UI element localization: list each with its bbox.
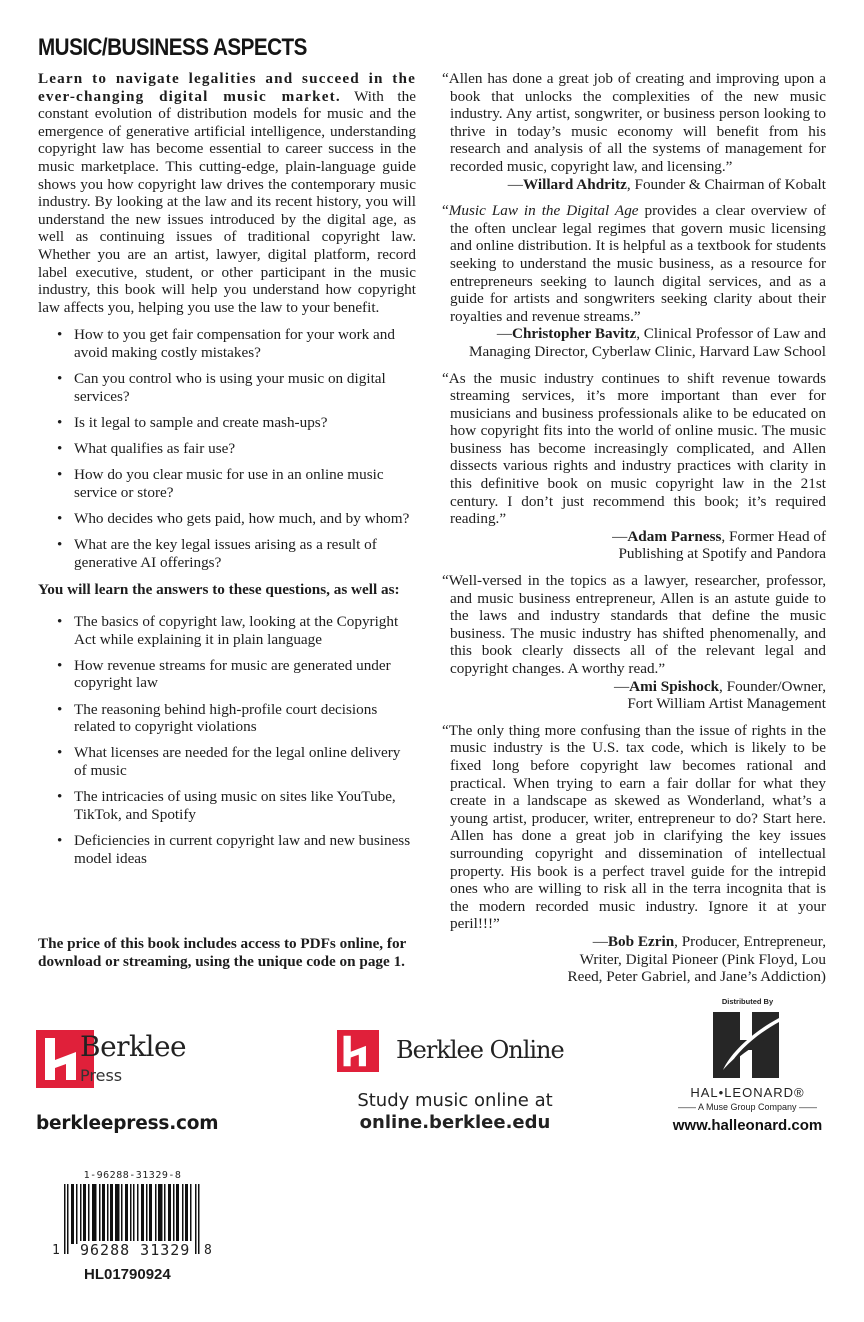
testimonial-text: “The only thing more confusing than the issue of rights in the music industry is the U.S. tax code, which is likely to be fixed long before copyright law becomes rational and practical. When trying to earn a fair dollar for what they create in a landscape as skewed as Wonderland, what’s a young artist, producer, writer, entrepreneur to do? Start here. Allen has done a great job in clarifying the key issues surrounding copyright and dissemination of intellectual property. His book is a perfect travel guide for the intrepid ones who are willing to risk all in the terra incognita that is the modern recorded music industry. Ignore it at your peril!!!” (442, 721, 826, 933)
berklee-online-tagline: Study music online at online.berklee.edu (330, 1090, 580, 1134)
testimonial-text: “Allen has done a great job of creating and improving upon a book that unlocks the complexities of the new music industry. Any artist, songwriter, or business person looking to thrive in today’s music economy will benefit from his research and analysis of all the systems of management for recorded music, copyright law, and licensing.” (442, 70, 826, 175)
topics-list (38, 613, 416, 867)
berklee-online-logo (337, 1030, 379, 1072)
testimonial-text: “As the music industry continues to shift revenue towards streaming services, it’s more important than ever for musicians and business professionals alike to be educated on how copyright fits into the world of online music. The music business has become increasingly complicated, and Allen dissects various rights and industry practices with clarity in this definitive book on music copyright law in the 21st century. I don’t just recommend this book; it’s required reading.” (442, 369, 826, 528)
intro-paragraph (38, 70, 416, 316)
hal-leonard-company: —— A Muse Group Company —— (677, 1102, 818, 1112)
hal-leonard-logo-icon (713, 1012, 779, 1078)
testimonial-author-title: , Founder & Chairman of Kobalt (626, 175, 826, 193)
testimonial-author-title: , Producer, Entrepreneur, Writer, Digital Pioneer (Pink Floyd, Lou Reed, Peter Gabriel, and Jane’s Addiction) (567, 932, 826, 986)
topic-item: • The reasoning behind high-profile court decisions related to copyright violations (74, 701, 416, 736)
barcode-bars-icon (64, 1184, 202, 1246)
testimonial-author: Ami Spishock (629, 677, 720, 695)
price-note: The price of this book includes access to PDFs online, for download or streaming, using the unique code on page 1. (38, 935, 407, 970)
topic-item: • The intricacies of using music on sites like YouTube, TikTok, and Spotify (74, 788, 416, 823)
question-item: • How do you clear music for use in an online music service or store? (74, 466, 416, 501)
testimonial-author-title: , Founder/Owner, Fort William Artist Management (627, 677, 826, 713)
testimonial (442, 202, 826, 360)
question-item: • How to you get fair compensation for your work and avoid making costly mistakes? (74, 326, 416, 361)
topic-item: • The basics of copyright law, looking at the Copyright Act while explaining it in plain language (74, 613, 416, 648)
berklee-press-name: Berklee (80, 1030, 187, 1063)
barcode-last-digit: 8 (204, 1243, 212, 1258)
berklee-online-url[interactable]: online.berklee.edu (359, 1112, 551, 1133)
testimonial-attribution: —Christopher Bavitz, Clinical Professor of Law and Managing Director, Cyberlaw Clinic, Harvard Law School (468, 325, 826, 360)
product-code: HL01790924 (84, 1266, 171, 1283)
isbn-number: 1-96288-31329-8 (83, 1170, 182, 1181)
testimonial-author: Adam Parness (627, 527, 722, 545)
testimonial-author-title: , Clinical Professor of Law and Managing Director, Cyberlaw Clinic, Harvard Law School (468, 325, 826, 360)
topic-item: • What licenses are needed for the legal online delivery of music (74, 744, 416, 779)
learn-heading: You will learn the answers to these questions, as well as: (38, 581, 400, 599)
testimonial (442, 572, 826, 713)
question-item: • What are the key legal issues arising as a result of generative AI offerings? (74, 536, 416, 571)
question-item: • Is it legal to sample and create mash-ups? (74, 414, 416, 432)
berklee-press-url[interactable]: berkleepress.com (36, 1113, 219, 1134)
testimonials-column (442, 70, 826, 995)
intro-lead: Learn to navigate legalities and succeed in the ever-changing digital music market. (38, 70, 416, 105)
testimonial-text: “Music Law in the Digital Age provides a clear overview of the often unclear legal regimes that govern music licensing and online distribution. It is helpful as a textbook for students seeking to understand the music business, as a resource for entrepreneurs seeking to launch digital services, and as a guide for artists and songwriters seeking clarity about their royalties and revenue streams.” (442, 202, 826, 325)
testimonial-author: Bob Ezrin (607, 932, 675, 950)
testimonial-attribution: —Ami Spishock, Founder/Owner, Fort William Artist Management (613, 677, 826, 713)
isbn-barcode (50, 1170, 215, 1246)
hal-leonard-url[interactable]: www.halleonard.com (672, 1117, 823, 1134)
testimonial (442, 70, 826, 193)
testimonial-text: “Well-versed in the topics as a lawyer, researcher, professor, and music business entrepreneur, Allen is an astute guide to the laws and industry standards that define the music business. The music industry has shifted phenomenally, and this book clearly dissects all of the relevant legal and copyright changes. A worthy read.” (442, 572, 826, 677)
berklee-online-name: Berklee Online (396, 1036, 564, 1064)
intro-body: With the constant evolution of distribution models for music and the emergence of generative artificial intelligence, understanding copyright law has become essential to career success in the music marketplace. This cutting-edge, plain-language guide shows you how copyright law drives the contemporary music industry. By looking at the law and its recent history, you will understand the new issues introduced by the digital age, as well as continuing issues of traditional copyright law. Whether you are an artist, lawyer, digital platform, record label executive, student, or other participant in the music industry, this book will help you understand how copyright law affects you, helping you use the law to your benefit. (38, 87, 416, 316)
question-item: • What qualifies as fair use? (74, 440, 416, 458)
topic-item: • How revenue streams for music are generated under copyright law (74, 657, 416, 692)
section-heading: MUSIC/BUSINESS ASPECTS (38, 34, 307, 61)
questions-list (38, 326, 416, 571)
berklee-press-sub: Press (80, 1066, 123, 1085)
testimonial-attribution: —Bob Ezrin, Producer, Entrepreneur, Writer, Digital Pioneer (Pink Floyd, Lou Reed, Peter Gabriel, and Jane’s Addiction) (567, 932, 826, 986)
hal-leonard-name: HAL•LEONARD® (690, 1085, 805, 1100)
topic-item: • Deficiencies in current copyright law and new business model ideas (74, 832, 416, 867)
testimonial (442, 722, 826, 986)
testimonial-attribution: —Willard Ahdritz, Founder & Chairman of Kobalt (507, 175, 826, 193)
barcode-digits: 96288 31329 (80, 1241, 191, 1259)
testimonial-author: Willard Ahdritz (522, 175, 627, 193)
left-column (38, 70, 416, 876)
distributed-by-label: Distributed By (721, 997, 774, 1006)
testimonial (442, 370, 826, 564)
berklee-online-logo-icon (337, 1030, 379, 1072)
question-item: • Who decides who gets paid, how much, and by whom? (74, 510, 416, 528)
testimonial-attribution: —Adam Parness, Former Head of Publishing at Spotify and Pandora (612, 527, 826, 563)
barcode-first-digit: 1 (52, 1243, 60, 1258)
question-item: • Can you control who is using your music on digital services? (74, 370, 416, 405)
book-title: Music Law in the Digital Age (448, 202, 639, 220)
testimonial-author-title: , Former Head of Publishing at Spotify and Pandora (618, 527, 826, 563)
testimonial-author: Christopher Bavitz (512, 325, 637, 343)
